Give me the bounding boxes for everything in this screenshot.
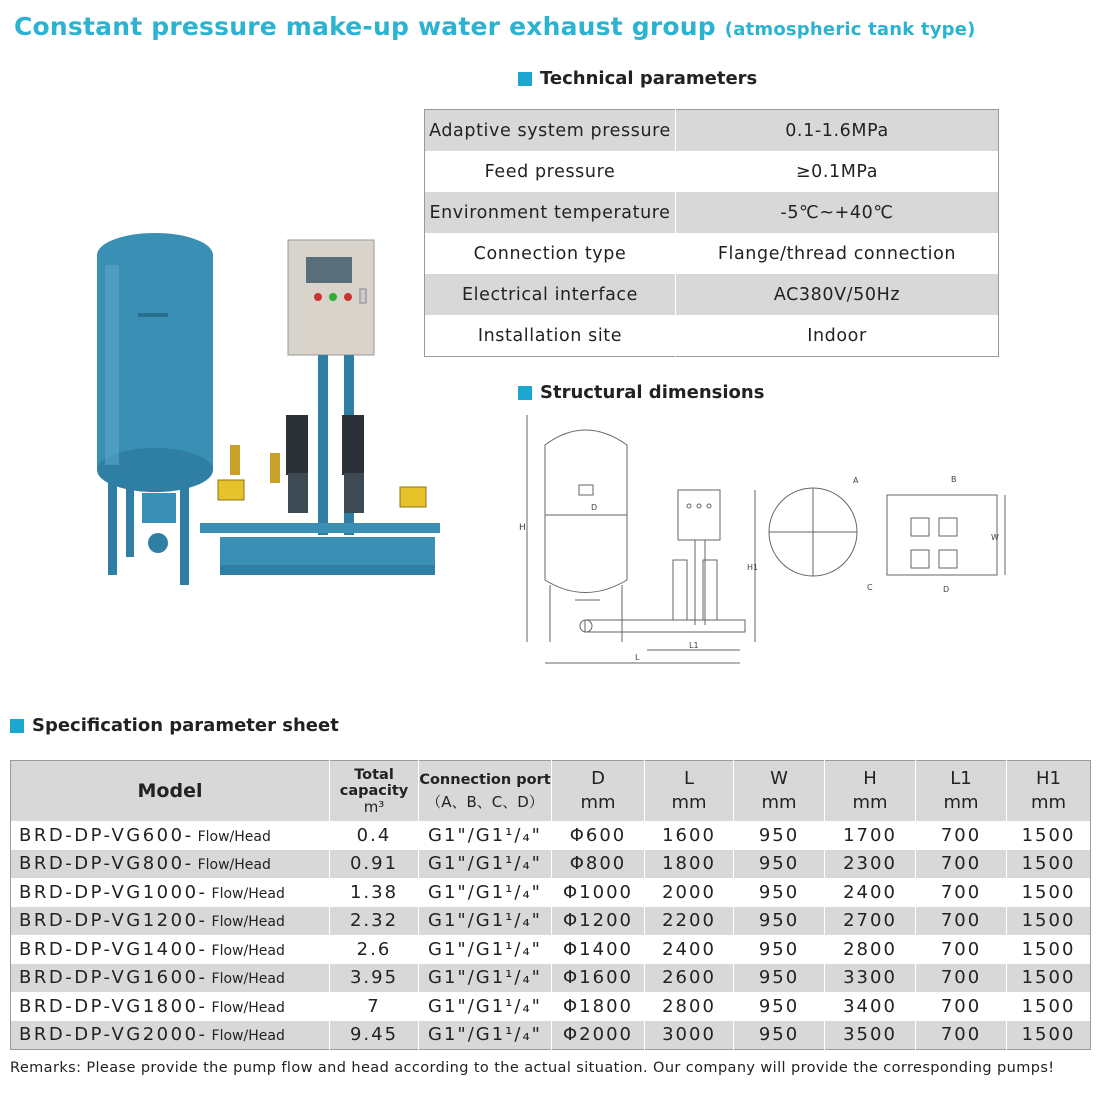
- l-label: L: [683, 768, 695, 789]
- spec-cell-w: 950: [734, 878, 825, 907]
- tech-value: 0.1-1.6MPa: [676, 110, 999, 152]
- spec-cell-w: 950: [734, 964, 825, 993]
- flow-head-label: Flow/Head: [211, 942, 285, 959]
- col-header-h: [825, 761, 916, 822]
- spec-cell-cap: 7: [330, 992, 419, 1021]
- square-bullet-icon: [518, 386, 532, 400]
- spec-cell-cap: 3.95: [330, 964, 419, 993]
- dim-w-label: W: [991, 533, 999, 542]
- spec-cell-l1: 700: [916, 907, 1007, 936]
- spec-cell-port: G1"/G1¹/₄": [419, 935, 552, 964]
- spec-table: [10, 760, 1091, 1050]
- col-header-port: [419, 761, 552, 822]
- spec-cell-l1: 700: [916, 992, 1007, 1021]
- flow-head-label: Flow/Head: [211, 885, 285, 902]
- tech-value: ≥0.1MPa: [676, 151, 999, 192]
- port-d-label: D: [943, 585, 950, 594]
- flow-head-label: Flow/Head: [211, 1028, 285, 1045]
- struct-heading-text: Structural dimensions: [540, 382, 765, 403]
- spec-row: [11, 907, 1091, 936]
- dim-h-label: H: [519, 523, 526, 533]
- spec-cell-l1: 700: [916, 935, 1007, 964]
- spec-row: [11, 821, 1091, 850]
- spec-cell-l: 2200: [645, 907, 734, 936]
- spec-cell-h1: 1500: [1007, 821, 1091, 850]
- spec-cell-cap: 2.32: [330, 907, 419, 936]
- spec-cell-l: 2800: [645, 992, 734, 1021]
- h1-label: H1: [1036, 768, 1061, 789]
- dim-h1-label: H1: [747, 563, 759, 572]
- spec-row: [11, 850, 1091, 879]
- tech-heading-text: Technical parameters: [540, 68, 758, 89]
- tech-label: Adaptive system pressure: [425, 110, 676, 152]
- square-bullet-icon: [10, 719, 24, 733]
- spec-cell-h: 3500: [825, 1021, 916, 1050]
- spec-cell-l: 1600: [645, 821, 734, 850]
- page-title: [14, 12, 976, 41]
- spec-cell-w: 950: [734, 935, 825, 964]
- model-cell: [11, 907, 330, 936]
- spec-cell-h1: 1500: [1007, 992, 1091, 1021]
- tech-row: [425, 233, 999, 274]
- spec-cell-w: 950: [734, 1021, 825, 1050]
- flow-head-label: Flow/Head: [211, 999, 285, 1016]
- spec-cell-cap: 9.45: [330, 1021, 419, 1050]
- square-bullet-icon: [518, 72, 532, 86]
- spec-cell-l: 2000: [645, 878, 734, 907]
- spec-cell-h: 2400: [825, 878, 916, 907]
- spec-cell-port: G1"/G1¹/₄": [419, 1021, 552, 1050]
- spec-row: [11, 964, 1091, 993]
- tech-label: Installation site: [477, 325, 623, 346]
- model-code: BRD-DP-VG1600-: [19, 967, 208, 989]
- spec-cell-cap: 0.91: [330, 850, 419, 879]
- col-header-d: [552, 761, 645, 822]
- spec-cell-port: G1"/G1¹/₄": [419, 964, 552, 993]
- w-unit: mm: [761, 792, 797, 813]
- spec-cell-h1: 1500: [1007, 907, 1091, 936]
- dim-d-label: D: [591, 503, 598, 512]
- model-code: BRD-DP-VG600-: [19, 824, 194, 846]
- tech-label: Connection type: [473, 243, 627, 264]
- spec-cell-d: Φ600: [552, 821, 645, 850]
- h-label: H: [863, 768, 877, 789]
- spec-cell-w: 950: [734, 821, 825, 850]
- flow-head-label: Flow/Head: [197, 828, 271, 845]
- spec-cell-w: 950: [734, 992, 825, 1021]
- model-cell: [11, 821, 330, 850]
- spec-cell-port: G1"/G1¹/₄": [419, 907, 552, 936]
- remarks-text: Remarks: Please provide the pump flow and head according to the actual situation. Our company will provide the corresponding pumps!: [10, 1060, 1055, 1076]
- tech-section-heading: [518, 68, 757, 89]
- model-code: BRD-DP-VG1400-: [19, 938, 208, 960]
- spec-cell-d: Φ1200: [552, 907, 645, 936]
- capacity-line1: Total: [354, 767, 394, 783]
- model-code: BRD-DP-VG2000-: [19, 1024, 208, 1046]
- flow-head-label: Flow/Head: [211, 914, 285, 931]
- d-unit: mm: [580, 792, 616, 813]
- spec-cell-d: Φ1000: [552, 878, 645, 907]
- tech-label: Electrical interface: [425, 274, 676, 315]
- port-line2: （A、B、C、D）: [426, 793, 544, 811]
- spec-cell-l: 3000: [645, 1021, 734, 1050]
- title-subtitle: (atmospheric tank type): [724, 19, 976, 40]
- spec-cell-port: G1"/G1¹/₄": [419, 992, 552, 1021]
- spec-row: [11, 992, 1091, 1021]
- tech-row: [425, 192, 999, 233]
- w-label: W: [770, 768, 788, 789]
- spec-cell-h1: 1500: [1007, 850, 1091, 879]
- tech-label: Environment temperature: [425, 192, 676, 233]
- col-header-l1: [916, 761, 1007, 822]
- spec-cell-h: 1700: [825, 821, 916, 850]
- spec-cell-port: G1"/G1¹/₄": [419, 850, 552, 879]
- port-line1: Connection port: [419, 772, 551, 788]
- h1-unit: mm: [1030, 792, 1067, 813]
- spec-cell-w: 950: [734, 907, 825, 936]
- spec-cell-l1: 700: [916, 850, 1007, 879]
- l1-unit: mm: [943, 792, 979, 813]
- spec-cell-d: Φ1800: [552, 992, 645, 1021]
- tech-row: [425, 110, 999, 152]
- h-unit: mm: [852, 792, 888, 813]
- spec-cell-w: 950: [734, 850, 825, 879]
- model-code: BRD-DP-VG1800-: [19, 995, 208, 1017]
- spec-cell-h: 2700: [825, 907, 916, 936]
- spec-cell-l1: 700: [916, 1021, 1007, 1050]
- port-a-label: A: [853, 476, 859, 485]
- spec-cell-h: 2800: [825, 935, 916, 964]
- model-cell: [11, 850, 330, 879]
- spec-cell-h1: 1500: [1007, 1021, 1091, 1050]
- tech-value: Indoor: [676, 315, 999, 357]
- flow-head-label: Flow/Head: [211, 971, 285, 988]
- tech-value: -5℃~+40℃: [676, 192, 999, 233]
- spec-cell-l: 2400: [645, 935, 734, 964]
- col-header-capacity: [330, 761, 419, 822]
- spec-cell-l1: 700: [916, 964, 1007, 993]
- spec-cell-d: Φ1400: [552, 935, 645, 964]
- spec-cell-d: Φ800: [552, 850, 645, 879]
- spec-row: [11, 935, 1091, 964]
- model-code: BRD-DP-VG1200-: [19, 910, 208, 932]
- model-cell: [11, 878, 330, 907]
- model-code: BRD-DP-VG1000-: [19, 881, 208, 903]
- tech-row: [425, 274, 999, 315]
- flow-head-label: Flow/Head: [197, 857, 271, 874]
- model-code: BRD-DP-VG800-: [19, 853, 194, 875]
- struct-section-heading: [518, 382, 764, 403]
- capacity-line2: capacity: [339, 783, 409, 799]
- spec-cell-port: G1"/G1¹/₄": [419, 878, 552, 907]
- spec-cell-cap: 1.38: [330, 878, 419, 907]
- spec-cell-cap: 0.4: [330, 821, 419, 850]
- spec-cell-h1: 1500: [1007, 964, 1091, 993]
- spec-cell-h: 3300: [825, 964, 916, 993]
- product-photo: [90, 225, 440, 585]
- model-cell: [11, 992, 330, 1021]
- col-header-model: Model: [11, 761, 330, 822]
- l-unit: mm: [671, 792, 707, 813]
- capacity-unit: m³: [363, 798, 385, 816]
- spec-cell-h: 3400: [825, 992, 916, 1021]
- spec-cell-h: 2300: [825, 850, 916, 879]
- tech-row: [425, 151, 999, 192]
- d-label: D: [591, 768, 605, 789]
- spec-cell-l1: 700: [916, 821, 1007, 850]
- spec-cell-cap: 2.6: [330, 935, 419, 964]
- tech-label: Feed pressure: [484, 161, 616, 182]
- spec-cell-h1: 1500: [1007, 878, 1091, 907]
- col-header-w: [734, 761, 825, 822]
- spec-cell-h1: 1500: [1007, 935, 1091, 964]
- model-cell: [11, 1021, 330, 1050]
- col-header-h1: [1007, 761, 1091, 822]
- spec-cell-port: G1"/G1¹/₄": [419, 821, 552, 850]
- port-b-label: B: [951, 475, 957, 484]
- spec-cell-l: 2600: [645, 964, 734, 993]
- spec-cell-l1: 700: [916, 878, 1007, 907]
- model-cell: [11, 935, 330, 964]
- l1-label: L1: [950, 768, 972, 789]
- dim-l1-label: L1: [689, 641, 699, 650]
- spec-row: [11, 1021, 1091, 1050]
- spec-cell-l: 1800: [645, 850, 734, 879]
- tech-value: AC380V/50Hz: [676, 274, 999, 315]
- spec-section-heading: [10, 715, 339, 736]
- spec-row: [11, 878, 1091, 907]
- spec-header-row: [11, 761, 1091, 822]
- spec-cell-d: Φ1600: [552, 964, 645, 993]
- title-main: Constant pressure make-up water exhaust group: [14, 12, 716, 41]
- tech-value: Flange/thread connection: [676, 233, 999, 274]
- tech-params-table: [424, 109, 999, 357]
- structural-drawing: [515, 410, 1015, 675]
- spec-cell-d: Φ2000: [552, 1021, 645, 1050]
- tech-row: [425, 315, 999, 357]
- model-cell: [11, 964, 330, 993]
- col-header-l: [645, 761, 734, 822]
- spec-heading-text: Specification parameter sheet: [32, 715, 339, 736]
- dim-l-label: L: [635, 653, 640, 662]
- port-c-label: C: [867, 583, 873, 592]
